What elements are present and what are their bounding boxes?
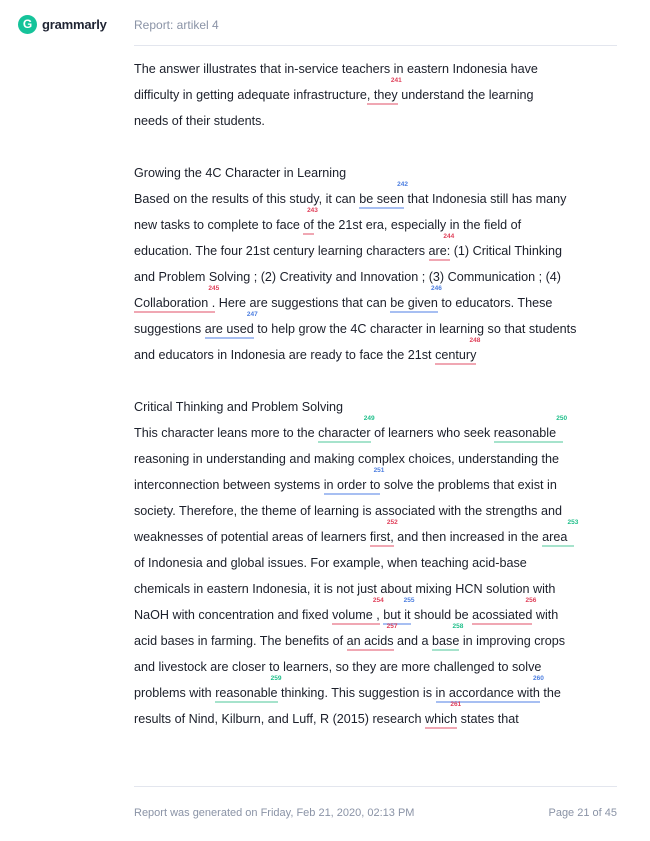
- issue-mark-242[interactable]: be seen 242: [359, 192, 404, 209]
- issue-number: 260: [532, 675, 544, 682]
- issue-number: 248: [469, 337, 481, 344]
- text-line: and Problem Solving ; (2) Creativity and Innovation ; (3) Communication ; (4): [134, 270, 561, 284]
- text-line: This character leans more to the character 249 of learners who seek reasonable 250: [134, 420, 624, 446]
- section-heading: Critical Thinking and Problem Solving: [134, 400, 344, 414]
- report-header: [0, 0, 650, 46]
- issue-mark-247[interactable]: are used 247: [205, 322, 254, 339]
- issue-number: 254: [372, 597, 384, 604]
- issue-number: 244: [443, 233, 455, 240]
- text-line: Based on the results of this study, it can be seen 242 that Indonesia still has many: [134, 186, 624, 212]
- grammarly-logo: [18, 15, 107, 34]
- logo-wordmark: grammarly: [42, 17, 107, 32]
- text-line: Collaboration . 245 Here are suggestions that can be given 246 to educators. These: [134, 290, 624, 316]
- footer-divider: [134, 786, 617, 787]
- text-line: society. Therefore, the theme of learning is associated with the strengths and: [134, 504, 562, 518]
- issue-mark-259[interactable]: reasonable 259: [215, 686, 277, 703]
- page-number: Page 21 of 45: [548, 807, 617, 819]
- issue-mark-248[interactable]: century 248: [435, 348, 476, 365]
- issue-number: 251: [373, 467, 385, 474]
- issue-mark-245[interactable]: Collaboration . 245: [134, 296, 215, 313]
- text-line: new tasks to complete to face of 243 the 21st era, especially in the field of: [134, 212, 624, 238]
- issue-number: 259: [270, 675, 282, 682]
- issue-mark-251[interactable]: in order to 251: [324, 478, 381, 495]
- text-line: interconnection between systems in order to 251 solve the problems that exist in: [134, 472, 624, 498]
- text-line: and livestock are closer to learners, so they are more challenged to solve: [134, 660, 542, 674]
- issue-mark-244[interactable]: are: 244: [429, 244, 451, 261]
- issue-mark-258[interactable]: base 258: [432, 634, 459, 651]
- issue-number: 257: [386, 623, 398, 630]
- issue-mark-253[interactable]: area 253: [542, 530, 574, 547]
- issue-mark-243[interactable]: of 243: [303, 218, 314, 235]
- issue-mark-261[interactable]: which 261: [425, 712, 457, 729]
- issue-mark-260[interactable]: in accordance with 260: [436, 686, 540, 703]
- issue-number: 246: [431, 285, 442, 292]
- grammarly-g-icon: G: [18, 15, 37, 34]
- issue-mark-255[interactable]: but it 255: [383, 608, 410, 625]
- issue-number: 242: [397, 181, 409, 188]
- text-line: needs of their students.: [134, 114, 265, 128]
- issue-number: 252: [386, 519, 398, 526]
- text-line: suggestions are used 247 to help grow the 4C character in learning so that students: [134, 316, 624, 342]
- generated-timestamp: Report was generated on Friday, Feb 21, 2020, 02:13 PM: [134, 807, 415, 819]
- issue-mark-252[interactable]: first, 252: [370, 530, 394, 547]
- issue-mark-249[interactable]: character 249: [318, 426, 371, 443]
- text-line: chemicals in eastern Indonesia, it is not just about mixing HCN solution with: [134, 582, 556, 596]
- issue-mark-257[interactable]: an acids 257: [347, 634, 394, 651]
- issue-number: 250: [556, 415, 568, 422]
- text-line: weaknesses of potential areas of learners first, 252 and then increased in the area 253: [134, 524, 624, 550]
- issue-number: 245: [208, 285, 220, 292]
- issue-number: 243: [307, 207, 318, 214]
- text-line: difficulty in getting adequate infrastructure, they 241 understand the learning: [134, 82, 624, 108]
- header-divider: [134, 45, 617, 46]
- issue-number: 258: [452, 623, 464, 630]
- issue-number: 256: [525, 597, 537, 604]
- section-heading: Growing the 4C Character in Learning: [134, 166, 347, 180]
- issue-mark-250[interactable]: reasonable 250: [494, 426, 563, 443]
- issue-mark-254[interactable]: volume , 254: [332, 608, 380, 625]
- issue-number: 261: [450, 701, 462, 708]
- text-line: problems with reasonable 259 thinking. This suggestion is in accordance with 260 the: [134, 680, 624, 706]
- issue-mark-241[interactable]: , they 241: [367, 88, 398, 105]
- text-line: acid bases in farming. The benefits of an acids 257 and a base 258 in improving crops: [134, 628, 624, 654]
- text-line: of Indonesia and global issues. For example, when teaching acid-base: [134, 556, 527, 570]
- report-body: [134, 56, 624, 732]
- issue-number: 253: [567, 519, 579, 526]
- text-line: education. The four 21st century learning characters are: 244 (1) Critical Thinking: [134, 238, 624, 264]
- text-line: results of Nind, Kilburn, and Luff, R (2015) research which 261 states that: [134, 706, 624, 732]
- issue-mark-256[interactable]: acossiated 256: [472, 608, 532, 625]
- issue-number: 249: [363, 415, 375, 422]
- text-line: and educators in Indonesia are ready to face the 21st century 248: [134, 342, 624, 368]
- text-line: The answer illustrates that in-service teachers in eastern Indonesia have: [134, 62, 538, 76]
- report-title: Report: artikel 4: [134, 18, 219, 32]
- issue-number: 247: [246, 311, 258, 318]
- issue-number: 255: [403, 597, 415, 604]
- issue-mark-246[interactable]: be given 246: [390, 296, 438, 313]
- issue-number: 241: [390, 77, 402, 84]
- text-line: reasoning in understanding and making complex choices, understanding the: [134, 452, 559, 466]
- text-line: NaOH with concentration and fixed volume , 254 but it 255 should be acossiated 256 with: [134, 602, 624, 628]
